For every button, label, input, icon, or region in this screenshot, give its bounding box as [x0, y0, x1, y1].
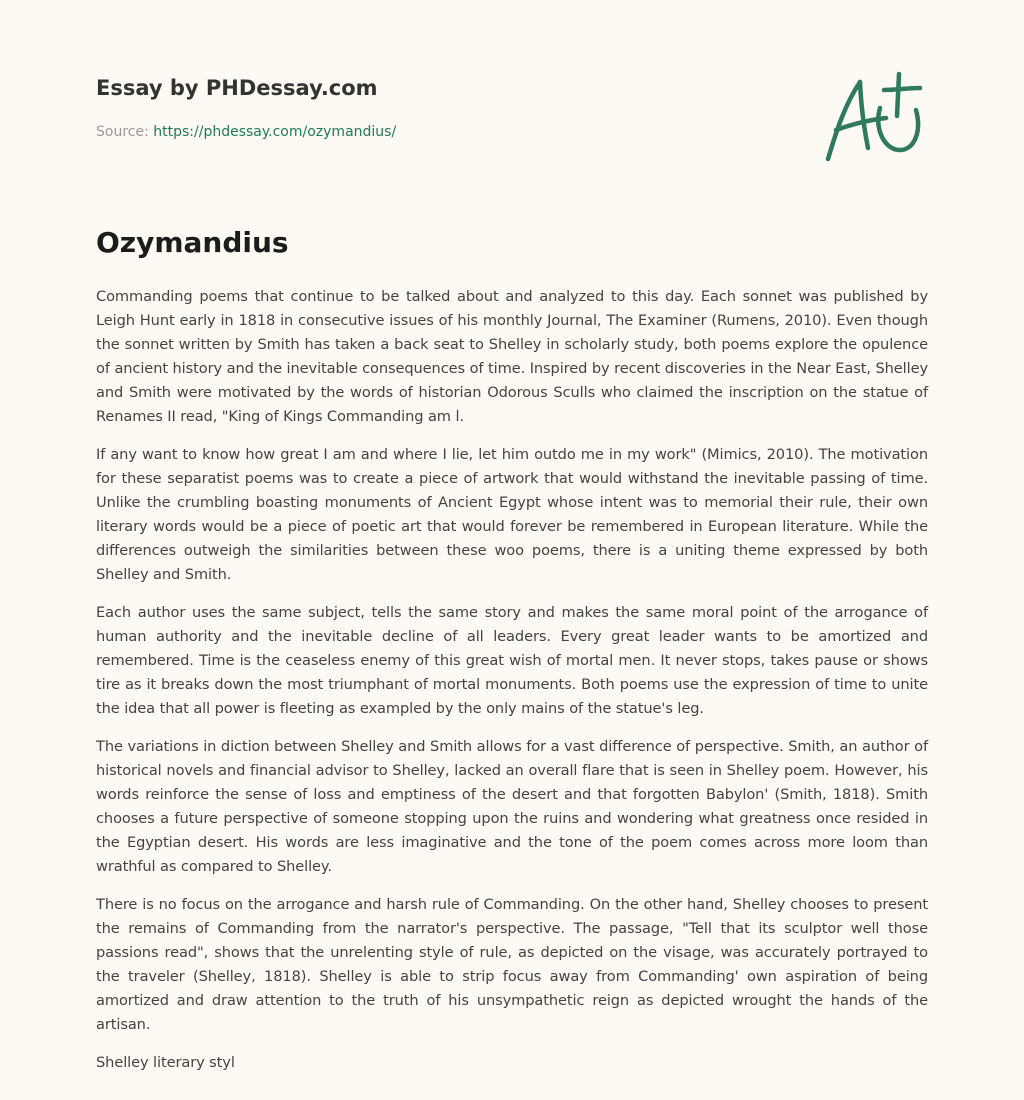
- essay-paragraph: Shelley literary styl: [96, 1054, 235, 1071]
- source-link[interactable]: https://phdessay.com/ozymandius/: [153, 124, 397, 140]
- essay-paragraph: Each author uses the same subject, tells the same story and makes the same moral point of the arrogance of human authority and the inevitable decline of all leaders. Every great leader wants to be amortized and remembered. Time is the ceaseless enemy of this great wish of mortal men. It never stops, takes pause or shows tire as it breaks down the most triumphant of mortal monuments. Both poems use the expression of time to unite the idea that all power is fleeting as exampled by the only mains of the statue's leg.: [96, 604, 928, 717]
- site-title: Essay by PHDessay.com: [96, 76, 378, 100]
- essay-body: [96, 285, 928, 1089]
- source-label: Source:: [96, 124, 149, 140]
- a-plus-logo-icon: [818, 66, 930, 166]
- essay-paragraph: There is no focus on the arrogance and harsh rule of Commanding. On the other hand, Shelley chooses to present the remains of Commanding from the narrator's perspective. The passage, "Tell that its sculptor well those passions read", shows that the unrelenting style of rule, as depicted on the visage, was accurately portrayed to the traveler (Shelley, 1818). Shelley is able to strip focus away from Commanding' own aspiration of being amortized and draw attention to the truth of his unsympathetic reign as depicted wrought the hands of the artisan.: [96, 896, 928, 1033]
- essay-paragraph: The variations in diction between Shelley and Smith allows for a vast difference of perspective. Smith, an author of historical novels and financial advisor to Shelley, lacked an overall flare that is seen in Shelley poem. However, his words reinforce the sense of loss and emptiness of the desert and that forgotten Babylon' (Smith, 1818). Smith chooses a future perspective of someone stopping upon the ruins and wondering what greatness once resided in the Egyptian desert. His words are less imaginative and the tone of the poem comes across more loom than wrathful as compared to Shelley.: [96, 738, 928, 875]
- essay-paragraph: Commanding poems that continue to be talked about and analyzed to this day. Each sonnet was published by Leigh Hunt early in 1818 in consecutive issues of his monthly Journal, The Examiner (Rumens, 2010). Even though the sonnet written by Smith has taken a back seat to Shelley in scholarly study, both poems explore the opulence of ancient history and the inevitable consequences of time. Inspired by recent discoveries in the Near East, Shelley and Smith were motivated by the words of historian Odorous Sculls who claimed the inscription on the statue of Renames II read, "King of Kings Commanding am l.: [96, 288, 928, 425]
- essay-title: Ozymandius: [96, 226, 289, 259]
- essay-paragraph: If any want to know how great I am and where I lie, let him outdo me in my work" (Mimics, 2010). The motivation for these separatist poems was to create a piece of artwork that would withstand the inevitable passing of time. Unlike the crumbling boasting monuments of Ancient Egypt whose intent was to memorial their rule, their own literary words would be a piece of poetic art that would forever be remembered in European literature. While the differences outweigh the similarities between these woo poems, there is a uniting theme expressed by both Shelley and Smith.: [96, 446, 928, 583]
- source-line: [96, 124, 396, 140]
